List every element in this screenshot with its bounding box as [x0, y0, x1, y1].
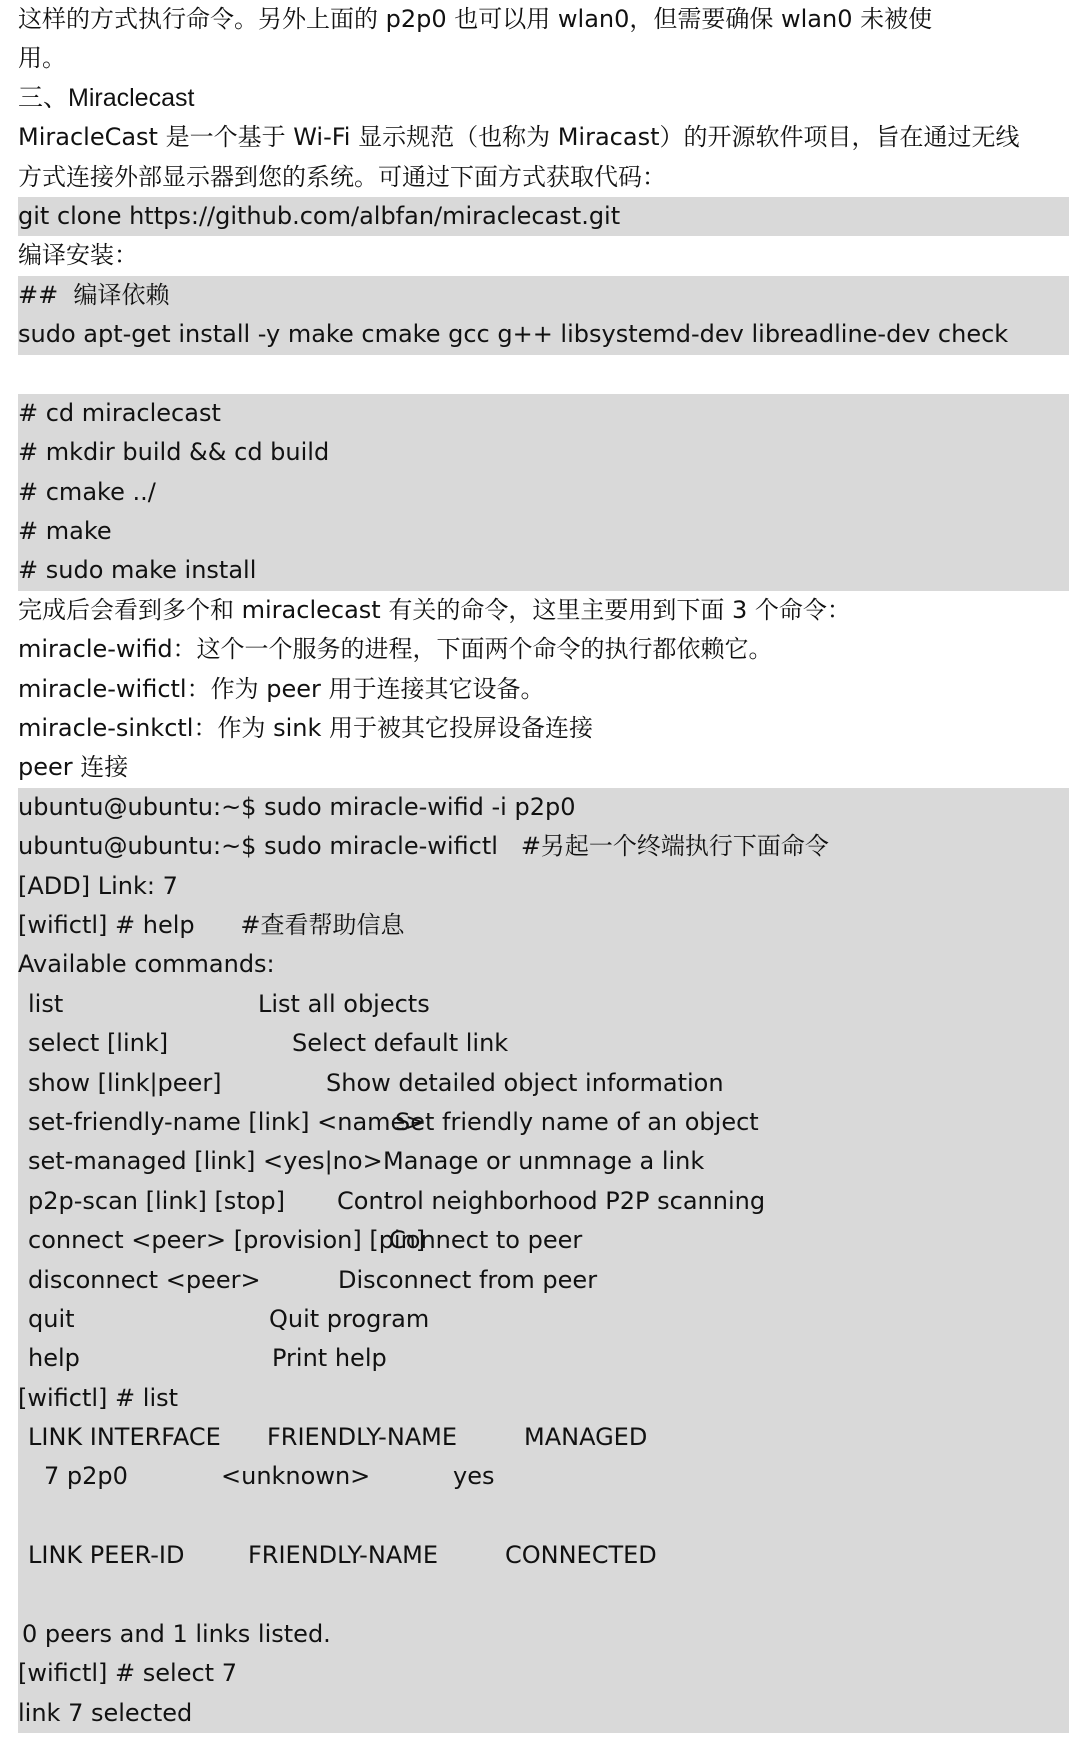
session-command: [wifictl] # list: [18, 1379, 1069, 1418]
help-command: connect <peer> [provision] [pin]: [28, 1226, 426, 1255]
build-command: # mkdir build && cd build: [18, 433, 1069, 472]
help-command: p2p-scan [link] [stop]: [28, 1186, 286, 1215]
help-row: [18, 1182, 1069, 1221]
peer-heading: peer 连接: [18, 753, 129, 782]
document-page: [18, 0, 1069, 1733]
column-header: FRIENDLY-NAME: [248, 1541, 439, 1570]
help-command: select [link]: [28, 1029, 169, 1058]
column-header: LINK PEER-ID: [28, 1541, 185, 1570]
deps-comment: ## 编译依赖: [18, 276, 1069, 315]
help-command: help: [28, 1344, 80, 1373]
table-cell: yes: [453, 1462, 495, 1491]
help-command: list: [28, 989, 64, 1018]
listed-summary: 0 peers and 1 links listed.: [22, 1620, 331, 1649]
help-description: Show detailed object information: [326, 1068, 724, 1097]
section-desc-line-2: 方式连接外部显示器到您的系统。可通过下面方式获取代码：: [18, 162, 666, 191]
build-command: # cmake ../: [18, 473, 1069, 512]
section-heading: 三、Miraclecast: [18, 83, 195, 112]
help-description: Set friendly name of an object: [395, 1107, 759, 1136]
summary-line: 完成后会看到多个和 miraclecast 有关的命令，这里主要用到下面 3 个命令：: [18, 595, 851, 624]
blank-code-line: [18, 1497, 1069, 1536]
help-description: Quit program: [269, 1304, 430, 1333]
help-row: [18, 1024, 1069, 1063]
build-command: # make: [18, 512, 1069, 551]
help-description: Connect to peer: [389, 1226, 583, 1255]
table-cell: <unknown>: [221, 1462, 371, 1491]
help-row: [18, 1339, 1069, 1378]
help-row: [18, 1261, 1069, 1300]
help-command: disconnect <peer>: [28, 1265, 261, 1294]
help-description: Disconnect from peer: [338, 1265, 598, 1294]
link-table-row: [18, 1457, 1069, 1496]
section-desc-line-1: MiracleCast 是一个基于 Wi-Fi 显示规范（也称为 Miracast）的开源软件项目，旨在通过无线: [18, 123, 1020, 152]
session-command: ubuntu@ubuntu:~$ sudo miracle-wifictl #另起一个终端执行下面命令: [18, 827, 1069, 866]
blank-line: [18, 355, 1069, 394]
column-header: FRIENDLY-NAME: [267, 1423, 458, 1452]
sinkctl-description: miracle-sinkctl：作为 sink 用于被其它投屏设备连接: [18, 714, 594, 743]
help-row: [18, 1064, 1069, 1103]
help-row: [18, 985, 1069, 1024]
intro-line-2: 用。: [18, 44, 66, 73]
help-row: [18, 1142, 1069, 1181]
peer-table-header: [18, 1536, 1069, 1575]
help-command: show [link|peer]: [28, 1068, 222, 1097]
help-description: Control neighborhood P2P scanning: [337, 1186, 766, 1215]
build-command: # sudo make install: [18, 551, 1069, 590]
help-description: List all objects: [258, 989, 430, 1018]
help-description: Select default link: [292, 1029, 509, 1058]
wifictl-description: miracle-wifictl：作为 peer 用于连接其它设备。: [18, 674, 545, 703]
link-table-header: [18, 1418, 1069, 1457]
help-description: Print help: [272, 1344, 387, 1373]
help-row: [18, 1103, 1069, 1142]
compile-label: 编译安装：: [18, 241, 138, 270]
help-command: set-managed [link] <yes|no>: [28, 1147, 383, 1176]
intro-line-1: 这样的方式执行命令。另外上面的 p2p0 也可以用 wlan0，但需要确保 wlan0 未被使: [18, 5, 933, 33]
help-command: set-friendly-name [link] <name>: [28, 1107, 426, 1136]
session-output: [ADD] Link: 7: [18, 867, 1069, 906]
session-output: link 7 selected: [18, 1694, 1069, 1733]
table-cell: 7 p2p0: [44, 1462, 128, 1491]
help-row: [18, 1300, 1069, 1339]
column-header: LINK INTERFACE: [28, 1423, 221, 1452]
clone-command: git clone https://github.com/albfan/miraclecast.git: [18, 197, 1069, 236]
column-header: MANAGED: [524, 1423, 648, 1452]
session-command: [wifictl] # select 7: [18, 1654, 1069, 1693]
session-command: [wifictl] # help #查看帮助信息: [18, 906, 1069, 945]
deps-install-command: sudo apt-get install -y make cmake gcc g++ libsystemd-dev libreadline-dev check: [18, 315, 1069, 354]
help-command: quit: [28, 1304, 75, 1333]
help-row: [18, 1221, 1069, 1260]
column-header: CONNECTED: [505, 1541, 657, 1570]
help-description: Manage or unmnage a link: [383, 1147, 705, 1176]
session-output: Available commands:: [18, 945, 1069, 984]
wifid-description: miracle-wifid：这个一个服务的进程，下面两个命令的执行都依赖它。: [18, 635, 773, 664]
build-command: # cd miraclecast: [18, 394, 1069, 433]
blank-code-line: [18, 1576, 1069, 1615]
listed-summary-row: [18, 1615, 1069, 1654]
session-command: ubuntu@ubuntu:~$ sudo miracle-wifid -i p2p0: [18, 788, 1069, 827]
